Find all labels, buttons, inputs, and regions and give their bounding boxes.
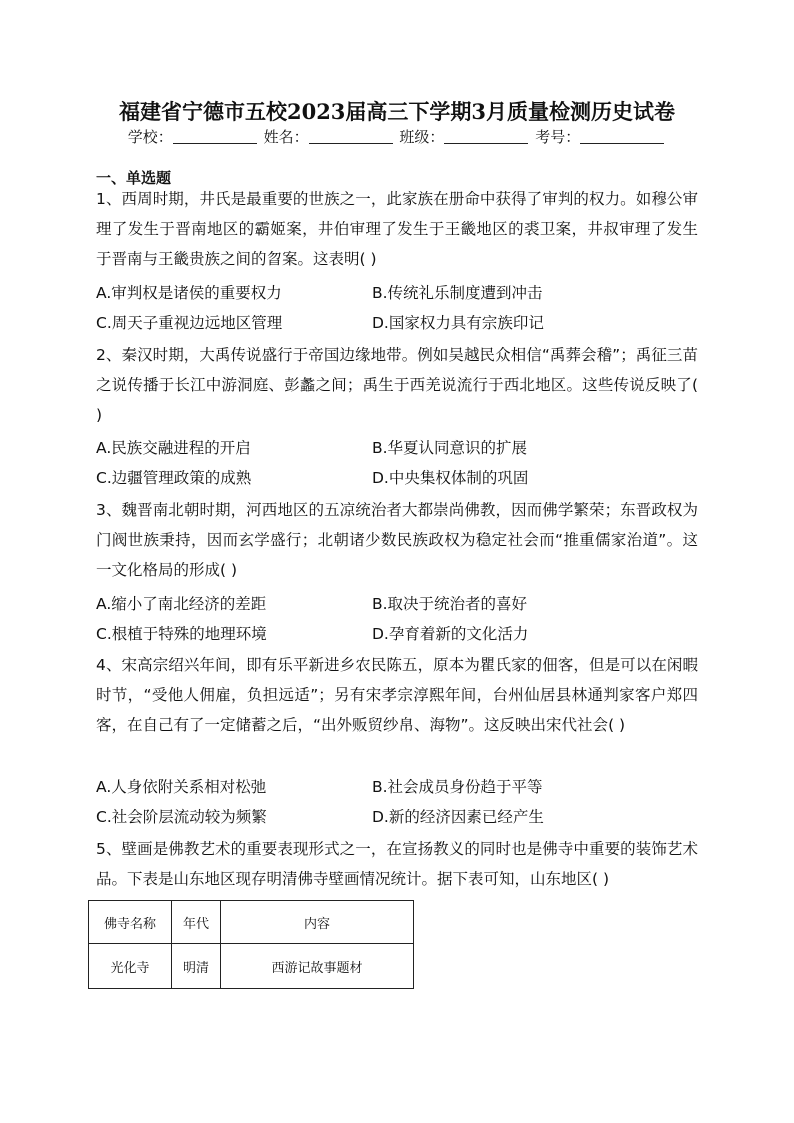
question-3-options-row-2 bbox=[96, 619, 698, 649]
temple-murals-table bbox=[88, 900, 414, 989]
question-4-option-a[interactable]: A.人身依附关系相对松弛 bbox=[96, 778, 267, 796]
table-cell: 明清 bbox=[172, 944, 221, 989]
question-4-option-d[interactable]: D.新的经济因素已经产生 bbox=[372, 808, 544, 826]
table-header-cell: 佛寺名称 bbox=[89, 901, 172, 944]
name-label: 姓名： bbox=[263, 128, 309, 146]
table-cell: 西游记故事题材 bbox=[221, 944, 414, 989]
question-5-stem: 5、壁画是佛教艺术的重要表现形式之一，在宣扬教义的同时也是佛寺中重要的装饰艺术品。下表是山东地区现存明清佛寺壁画情况统计。据下表可知，山东地区( ) bbox=[96, 840, 698, 888]
table-row bbox=[89, 944, 414, 989]
class-blank[interactable] bbox=[444, 129, 528, 144]
question-3-options-row-1 bbox=[96, 589, 698, 619]
question-4-stem: 4、宋高宗绍兴年间，即有乐平新进乡农民陈五，原本为瞿氏家的佃客，但是可以在闲暇时节，“受他人佣雇，负担远适”；另有宋孝宗淳熙年间，台州仙居县林通判家客户郑四客，在自己有了一定储蓄之后，“出外贩贸纱帛、海物”。这反映出宋代社会( ) bbox=[96, 656, 698, 734]
table-header-cell: 内容 bbox=[221, 901, 414, 944]
page-title: 福建省宁德市五校2023届高三下学期3月质量检测历史试卷 bbox=[118, 99, 676, 124]
question-3-option-a[interactable]: A.缩小了南北经济的差距 bbox=[96, 595, 267, 613]
section-heading: 一、单选题 bbox=[96, 169, 172, 187]
question-1-option-c[interactable]: C.周天子重视边远地区管理 bbox=[96, 314, 283, 332]
question-3-option-d[interactable]: D.孕育着新的文化活力 bbox=[372, 625, 529, 643]
school-blank[interactable] bbox=[173, 129, 257, 144]
question-2-option-b[interactable]: B.华夏认同意识的扩展 bbox=[372, 439, 528, 457]
question-2-stem: 2、秦汉时期，大禹传说盛行于帝国边缘地带。例如吴越民众相信“禹葬会稽”；禹征三苗之说传播于长江中游洞庭、彭蠡之间；禹生于西羌说流行于西北地区。这些传说反映了( ) bbox=[96, 346, 698, 424]
question-1-option-b[interactable]: B.传统礼乐制度遭到冲击 bbox=[372, 284, 543, 302]
question-4-options-row-2 bbox=[96, 802, 698, 832]
question-1-stem: 1、西周时期，井氏是最重要的世族之一，此家族在册命中获得了审判的权力。如穆公审理了发生于晋南地区的霸姬案，井伯审理了发生于王畿地区的裘卫案，井叔审理了发生于晋南与王畿贵族之间的曶案。这表明( ) bbox=[96, 190, 698, 268]
question-4-option-c[interactable]: C.社会阶层流动较为频繁 bbox=[96, 808, 267, 826]
question-3-stem: 3、魏晋南北朝时期，河西地区的五凉统治者大都崇尚佛教，因而佛学繁荣；东晋政权为门阀世族秉持，因而玄学盛行；北朝诸少数民族政权为稳定社会而“推重儒家治道”。这一文化格局的形成( ) bbox=[96, 501, 698, 579]
question-3-option-c[interactable]: C.根植于特殊的地理环境 bbox=[96, 625, 267, 643]
exam-number-label: 考号： bbox=[535, 128, 581, 146]
question-1-options-row-1 bbox=[96, 278, 698, 308]
question-2-options-row-2 bbox=[96, 463, 698, 493]
student-info-line bbox=[0, 126, 794, 147]
question-2-option-a[interactable]: A.民族交融进程的开启 bbox=[96, 439, 251, 457]
table-header-row bbox=[89, 901, 414, 944]
exam-number-blank[interactable] bbox=[580, 129, 664, 144]
table-cell: 光化寺 bbox=[89, 944, 172, 989]
table-header-cell: 年代 bbox=[172, 901, 221, 944]
question-4-options-row-1 bbox=[96, 772, 698, 802]
question-3-option-b[interactable]: B.取决于统治者的喜好 bbox=[372, 595, 528, 613]
class-label: 班级： bbox=[399, 128, 445, 146]
question-4-option-b[interactable]: B.社会成员身份趋于平等 bbox=[372, 778, 543, 796]
question-2-option-c[interactable]: C.边疆管理政策的成熟 bbox=[96, 469, 252, 487]
school-label: 学校： bbox=[127, 128, 173, 146]
question-2-options-row-1 bbox=[96, 433, 698, 463]
question-1-options-row-2 bbox=[96, 308, 698, 338]
name-blank[interactable] bbox=[309, 129, 393, 144]
question-1-option-d[interactable]: D.国家权力具有宗族印记 bbox=[372, 314, 544, 332]
question-2-option-d[interactable]: D.中央集权体制的巩固 bbox=[372, 469, 529, 487]
question-1-option-a[interactable]: A.审判权是诸侯的重要权力 bbox=[96, 284, 282, 302]
